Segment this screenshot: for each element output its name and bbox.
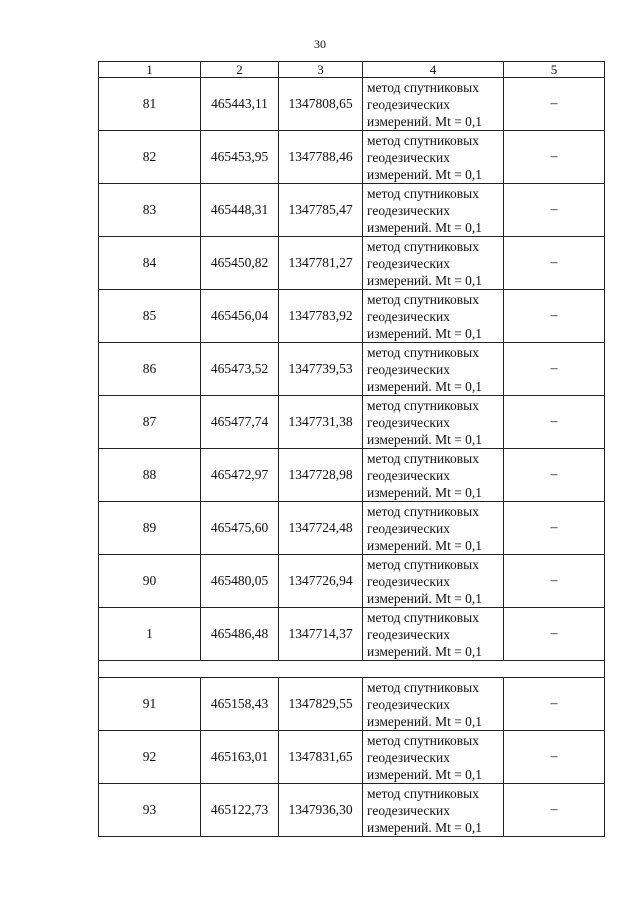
coordinate-x-cell: 465486,48: [201, 608, 279, 661]
note-cell: –: [504, 502, 605, 555]
point-number-cell: 81: [99, 78, 201, 131]
table-header-row: [99, 62, 605, 78]
table-row: [99, 784, 605, 837]
point-number-cell: 88: [99, 449, 201, 502]
note-cell: –: [504, 343, 605, 396]
method-cell: [363, 502, 504, 555]
method-text-line: метод спутниковых: [367, 132, 479, 148]
coordinate-x-cell: 465480,05: [201, 555, 279, 608]
note-cell: –: [504, 184, 605, 237]
table-row: [99, 78, 605, 131]
coordinate-y-cell: 1347781,27: [279, 237, 363, 290]
note-cell: –: [504, 78, 605, 131]
table-row: [99, 449, 605, 502]
method-cell: [363, 343, 504, 396]
note-cell: –: [504, 396, 605, 449]
point-number-cell: 89: [99, 502, 201, 555]
method-text-line: геодезических: [367, 467, 450, 483]
page-number: 30: [314, 37, 326, 51]
coordinate-x-cell: 465453,95: [201, 131, 279, 184]
header-cell: 1: [99, 62, 201, 78]
empty-cell: [99, 661, 201, 678]
method-text-line: измерений. Mt = 0,1: [367, 713, 483, 729]
coordinate-x-cell: 465473,52: [201, 343, 279, 396]
point-number-cell: 84: [99, 237, 201, 290]
coordinate-y-cell: 1347739,53: [279, 343, 363, 396]
coordinate-y-cell: 1347783,92: [279, 290, 363, 343]
point-number-cell: 91: [99, 678, 201, 731]
method-text-line: измерений. Mt = 0,1: [367, 484, 483, 500]
coordinate-y-cell: 1347788,46: [279, 131, 363, 184]
note-cell: –: [504, 290, 605, 343]
method-text-line: метод спутниковых: [367, 291, 479, 307]
method-text-line: геодезических: [367, 749, 450, 765]
method-text-line: метод спутниковых: [367, 679, 479, 695]
method-text-line: измерений. Mt = 0,1: [367, 766, 483, 782]
coordinate-y-cell: 1347829,55: [279, 678, 363, 731]
table-row: [99, 290, 605, 343]
method-text-line: измерений. Mt = 0,1: [367, 643, 483, 659]
coordinate-y-cell: 1347808,65: [279, 78, 363, 131]
method-text-line: измерений. Mt = 0,1: [367, 113, 483, 129]
method-text-line: измерений. Mt = 0,1: [367, 325, 483, 341]
coordinate-x-cell: 465456,04: [201, 290, 279, 343]
point-number-cell: 83: [99, 184, 201, 237]
point-number-cell: 87: [99, 396, 201, 449]
method-text-line: метод спутниковых: [367, 397, 479, 413]
method-cell: [363, 608, 504, 661]
method-text-line: измерений. Mt = 0,1: [367, 431, 483, 447]
note-cell: –: [504, 555, 605, 608]
table-row: [99, 608, 605, 661]
method-text-line: измерений. Mt = 0,1: [367, 166, 483, 182]
method-text-line: геодезических: [367, 696, 450, 712]
method-text-line: измерений. Mt = 0,1: [367, 537, 483, 553]
note-cell: –: [504, 449, 605, 502]
table-row: [99, 184, 605, 237]
note-cell: –: [504, 608, 605, 661]
empty-cell: [504, 661, 605, 678]
header-cell: 2: [201, 62, 279, 78]
method-text-line: измерений. Mt = 0,1: [367, 819, 483, 835]
coordinate-y-cell: 1347785,47: [279, 184, 363, 237]
coordinate-x-cell: 465122,73: [201, 784, 279, 837]
method-text-line: геодезических: [367, 414, 450, 430]
coordinate-x-cell: 465448,31: [201, 184, 279, 237]
note-cell: –: [504, 237, 605, 290]
table-row: [99, 237, 605, 290]
method-text-line: измерений. Mt = 0,1: [367, 272, 483, 288]
method-cell: [363, 290, 504, 343]
coordinate-y-cell: 1347731,38: [279, 396, 363, 449]
point-number-cell: 82: [99, 131, 201, 184]
point-number-cell: 93: [99, 784, 201, 837]
coordinate-y-cell: 1347831,65: [279, 731, 363, 784]
method-text-line: метод спутниковых: [367, 556, 479, 572]
coordinate-y-cell: 1347936,30: [279, 784, 363, 837]
coordinate-y-cell: 1347724,48: [279, 502, 363, 555]
point-number-cell: 90: [99, 555, 201, 608]
method-cell: [363, 555, 504, 608]
point-number-cell: 85: [99, 290, 201, 343]
header-cell: 4: [363, 62, 504, 78]
note-cell: –: [504, 678, 605, 731]
group-separator-row: [99, 661, 605, 678]
coordinate-y-cell: 1347714,37: [279, 608, 363, 661]
method-text-line: геодезических: [367, 255, 450, 271]
method-text-line: метод спутниковых: [367, 185, 479, 201]
method-text-line: геодезических: [367, 573, 450, 589]
coordinate-x-cell: 465477,74: [201, 396, 279, 449]
method-text-line: геодезических: [367, 361, 450, 377]
method-text-line: геодезических: [367, 802, 450, 818]
point-number-cell: 92: [99, 731, 201, 784]
method-text-line: метод спутниковых: [367, 785, 479, 801]
method-text-line: геодезических: [367, 202, 450, 218]
method-text-line: геодезических: [367, 308, 450, 324]
method-text-line: геодезических: [367, 520, 450, 536]
method-text-line: метод спутниковых: [367, 238, 479, 254]
table-row: [99, 396, 605, 449]
method-text-line: измерений. Mt = 0,1: [367, 590, 483, 606]
method-cell: [363, 396, 504, 449]
method-text-line: геодезических: [367, 96, 450, 112]
coordinate-x-cell: 465158,43: [201, 678, 279, 731]
method-cell: [363, 449, 504, 502]
note-cell: –: [504, 784, 605, 837]
method-cell: [363, 731, 504, 784]
method-text-line: метод спутниковых: [367, 609, 479, 625]
method-text-line: метод спутниковых: [367, 344, 479, 360]
coordinate-x-cell: 465163,01: [201, 731, 279, 784]
method-text-line: измерений. Mt = 0,1: [367, 219, 483, 235]
method-cell: [363, 784, 504, 837]
empty-cell: [201, 661, 279, 678]
coordinates-table: [98, 61, 605, 837]
header-cell: 5: [504, 62, 605, 78]
coordinate-y-cell: 1347726,94: [279, 555, 363, 608]
coordinate-x-cell: 465475,60: [201, 502, 279, 555]
coordinate-x-cell: 465443,11: [201, 78, 279, 131]
table-row: [99, 502, 605, 555]
method-cell: [363, 237, 504, 290]
method-text-line: метод спутниковых: [367, 503, 479, 519]
coordinate-x-cell: 465472,97: [201, 449, 279, 502]
table-row: [99, 131, 605, 184]
table-row: [99, 555, 605, 608]
method-text-line: метод спутниковых: [367, 732, 479, 748]
method-cell: [363, 184, 504, 237]
empty-cell: [279, 661, 363, 678]
method-cell: [363, 78, 504, 131]
method-cell: [363, 131, 504, 184]
point-number-cell: 86: [99, 343, 201, 396]
header-cell: 3: [279, 62, 363, 78]
note-cell: –: [504, 731, 605, 784]
table-row: [99, 678, 605, 731]
method-text-line: геодезических: [367, 149, 450, 165]
note-cell: –: [504, 131, 605, 184]
method-text-line: измерений. Mt = 0,1: [367, 378, 483, 394]
method-text-line: геодезических: [367, 626, 450, 642]
coordinate-y-cell: 1347728,98: [279, 449, 363, 502]
point-number-cell: 1: [99, 608, 201, 661]
table-row: [99, 343, 605, 396]
method-cell: [363, 678, 504, 731]
empty-cell: [363, 661, 504, 678]
method-text-line: метод спутниковых: [367, 79, 479, 95]
coordinate-x-cell: 465450,82: [201, 237, 279, 290]
method-text-line: метод спутниковых: [367, 450, 479, 466]
table-row: [99, 731, 605, 784]
